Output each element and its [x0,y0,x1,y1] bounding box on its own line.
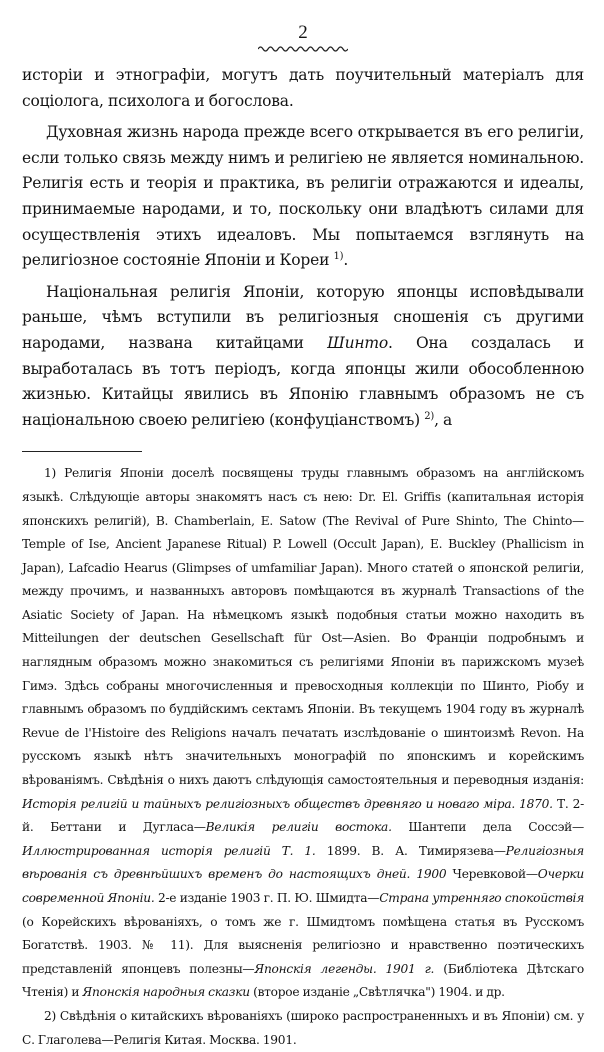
footnote-ref-1: 1) [333,251,344,262]
wavy-ornament-icon [258,45,348,53]
footnote-2: 2) Свѣдѣнія о китайскихъ вѣрованіяхъ (широко распространенныхъ и въ Японіи) см. у С. Глаголева—Религія Китая. Москва. 1901. [22,1008,584,1047]
book-page [22,22,584,1052]
paragraph-national-religion: Національная религія Японіи, которую японцы исповѣдывали раньше, чѣмъ вступили въ религіозныя сношенія съ другими народами, названа китайцами Шинто. Она создалась и выработалась въ тотъ періодъ, когда японцы жили обособленною жизнью. Китайцы явились въ Японію главнымъ образомъ не съ національною своею религіею (конфуціанствомъ) $^{2)}$, а [22,282,584,429]
shinto-term: Шинто [327,333,388,352]
paragraph-continuation: исторіи и этнографіи, могутъ дать поучительный матеріалъ для соціолога, психолога и богослова. [22,66,584,110]
footnote-1: 1) Религія Японіи доселѣ посвящены труды главнымъ образомъ на англійскомъ языкѣ. Слѣдующіе авторы знакомятъ насъ съ нею: Dr. El. Griffis (капитальная исторія японскихъ религій), B. Chamberlain, E. Satow (The Revival of Pure Shinto, The Chinto—Temple of Ise, Ancient Japanese Ritual) P. Lowell (Occult Japan), E. Buckley (Phallicism in Japan), Lafcadio Hearus (Glimpses of umfamiliar Japan). Много статей о японской религіи, между прочимъ, и названныхъ авторовъ помѣщаются въ журналѣ Transactions of the Asiatic Society of Japan. На нѣмецкомъ языкѣ подобныя статьи можно находить въ Mitteilungen der deutschen Gesellschaft für Ost—Asien. Во Франціи подробнымъ и наглядным образомъ можно знакомиться съ религіями Японіи въ парижскомъ музеѣ Гимэ. Здѣсь собраны многочисленныя и превосходныя коллекціи по Шинто, Ріобу и главнымъ образомъ по буддійскимъ сектамъ Японіи. Въ текущемъ 1904 году въ журналѣ Revue de l'Histoire des Religions началъ печатать изслѣдованіе о шинтоизмѣ Revon. На русскомъ языкѣ нѣтъ значительныхъ монографій по японскимъ и корейскимъ вѣрованіямъ. Свѣдѣнія о нихъ даютъ слѣдующія самостоятельныя и переводныя изданія: Исторія религій и тайныхъ религіозныхъ обществъ древняго и новаго міра. 1870. Т. 2-й. Беттани и Дугласа—Великія религіи востока. Шантепи дела Соссэй—Иллюстрированная исторія религій Т. 1. 1899. В. А. Тимирязева—Религіозныя вѣрованія съ древнѣйшихъ временъ до настоящихъ дней. 1900 Черевковой—Очерки современной Японіи. 2-е изданіе 1903 г. П. Ю. Шмидта—Страна утренняго спокойствія (о Корейскихъ вѣрованіяхъ, о томъ же г. Шмидтомъ помѣщена статья въ Русскомъ Богатствѣ. 1903. № 11). Для выясненія религіозно и нравственно поэтическихъ представленій японцевъ полезны—Японскія легенды. 1901 г. (Библіотека Дѣтскаго Чтенія) и Японскія народныя сказки (второе изданіе „Свѣтлячка") 1904. и др. [22,466,585,1000]
main-text [22,63,584,433]
footnote-divider [22,451,142,452]
paragraph-spiritual-life: Духовная жизнь народа прежде всего открывается въ его религіи, если только связь между нимъ и религіею не является номинальною. Религія есть и теорія и практика, въ религіи отражаются и идеалы, принимаемые народами, и то, поскольку они владѣютъ силами для осуществленія этихъ идеаловъ. Мы попытаемся взглянуть на религіозное состояніе Японіи и Кореи $^{1)}$. [22,123,584,270]
footnote-ref-2: 2) [424,410,435,422]
page-number: 2 [298,22,308,43]
footnotes [22,462,584,1052]
